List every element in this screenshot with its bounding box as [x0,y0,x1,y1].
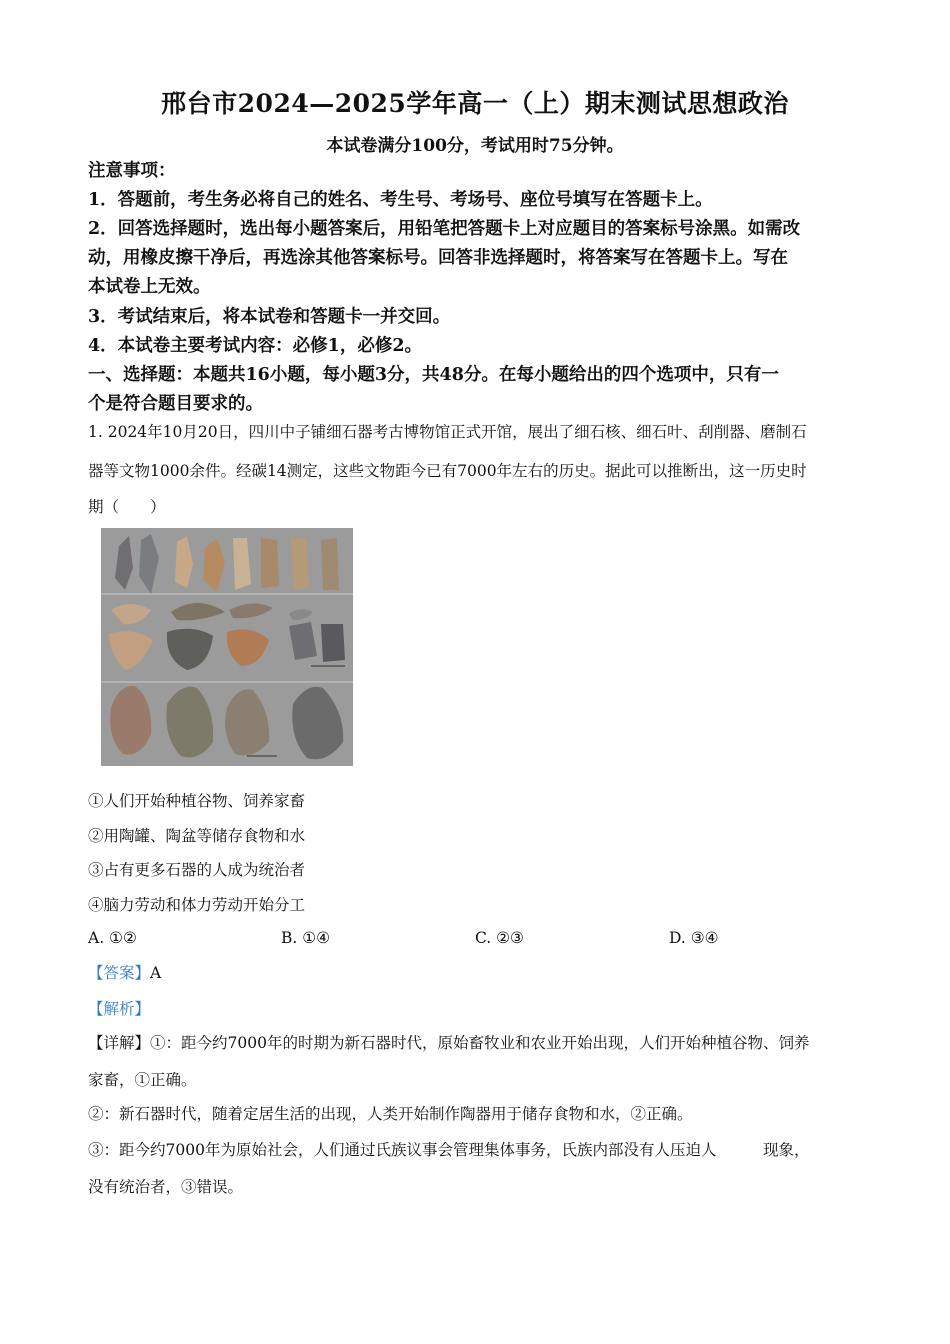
notice-item-1: 1．答题前，考生务必将自己的姓名、考生号、考场号、座位号填写在答题卡上。 [88,190,713,210]
section-heading-line-1: 一、选择题：本题共16小题，每小题3分，共48分。在每小题给出的四个选项中，只有一 [88,365,779,385]
notice-item-4: 4．本试卷主要考试内容：必修1，必修2。 [88,336,423,356]
page-title: 邢台市2024—2025学年高一（上）期末测试思想政治 [161,89,789,118]
notice-item-2-line-3: 本试卷上无效。 [88,277,211,297]
notice-item-2-line-1: 2．回答选择题时，选出每小题答案后，用铅笔把答题卡上对应题目的答案标号涂黑。如需改 [88,219,801,239]
detail-line-4: ③：距今约7000年为原始社会，人们通过氏族议事会管理集体事务，氏族内部没有人压迫人 现象， [88,1141,810,1159]
analysis-line [88,992,868,1027]
stone-tools-illustration [101,528,353,766]
statement-1: ①人们开始种植谷物、饲养家畜 [88,792,306,810]
detail-text-1: ①：距今约7000年的时期为新石器时代，原始畜牧业和农业开始出现，人们开始种植谷物、饲养 [150,1034,810,1052]
question-stem-line-1: 1. 2024年10月20日，四川中子铺细石器考古博物馆正式开馆，展出了细石核、细石叶、刮削器、磨制石 [88,423,807,441]
page-subtitle: 本试卷满分100分，考试用时75分钟。 [326,136,624,156]
detail-line-5: 没有统治者，③错误。 [88,1178,244,1196]
option-a: A. ①② [88,929,137,947]
option-d: D. ③④ [669,929,719,947]
answer-line [88,956,868,991]
stone-tools-photo [101,528,353,766]
option-b: B. ①④ [281,929,331,947]
statement-4: ④脑力劳动和体力劳动开始分工 [88,896,306,914]
detail-tag: 【详解】 [88,1034,151,1052]
notice-heading: 注意事项： [88,161,176,181]
detail-line-2: 家畜，①正确。 [88,1071,197,1089]
detail-line-3: ②：新石器时代，随着定居生活的出现，人类开始制作陶器用于储存食物和水，②正确。 [88,1105,693,1123]
section-heading-line-2: 个是符合题目要求的。 [88,394,263,414]
statement-3: ③占有更多石器的人成为统治者 [88,861,306,879]
analysis-tag: 【解析】 [88,1000,151,1018]
notice-item-2-line-2: 动，用橡皮擦干净后，再选涂其他答案标号。回答非选择题时，将答案写在答题卡上。写在 [88,248,788,268]
answer-value: A [150,964,162,982]
question-stem-line-3: 期（ ） [88,498,166,516]
question-stem-line-2: 器等文物1000余件。经碳14测定，这些文物距今已有7000年左右的历史。据此可以推断出，这一历史时 [88,462,807,480]
statement-2: ②用陶罐、陶盆等储存食物和水 [88,827,306,845]
answer-tag: 【答案】 [88,964,151,982]
option-c: C. ②③ [475,929,524,947]
detail-line-1 [88,1026,868,1061]
notice-item-3: 3．考试结束后，将本试卷和答题卡一并交回。 [88,307,451,327]
